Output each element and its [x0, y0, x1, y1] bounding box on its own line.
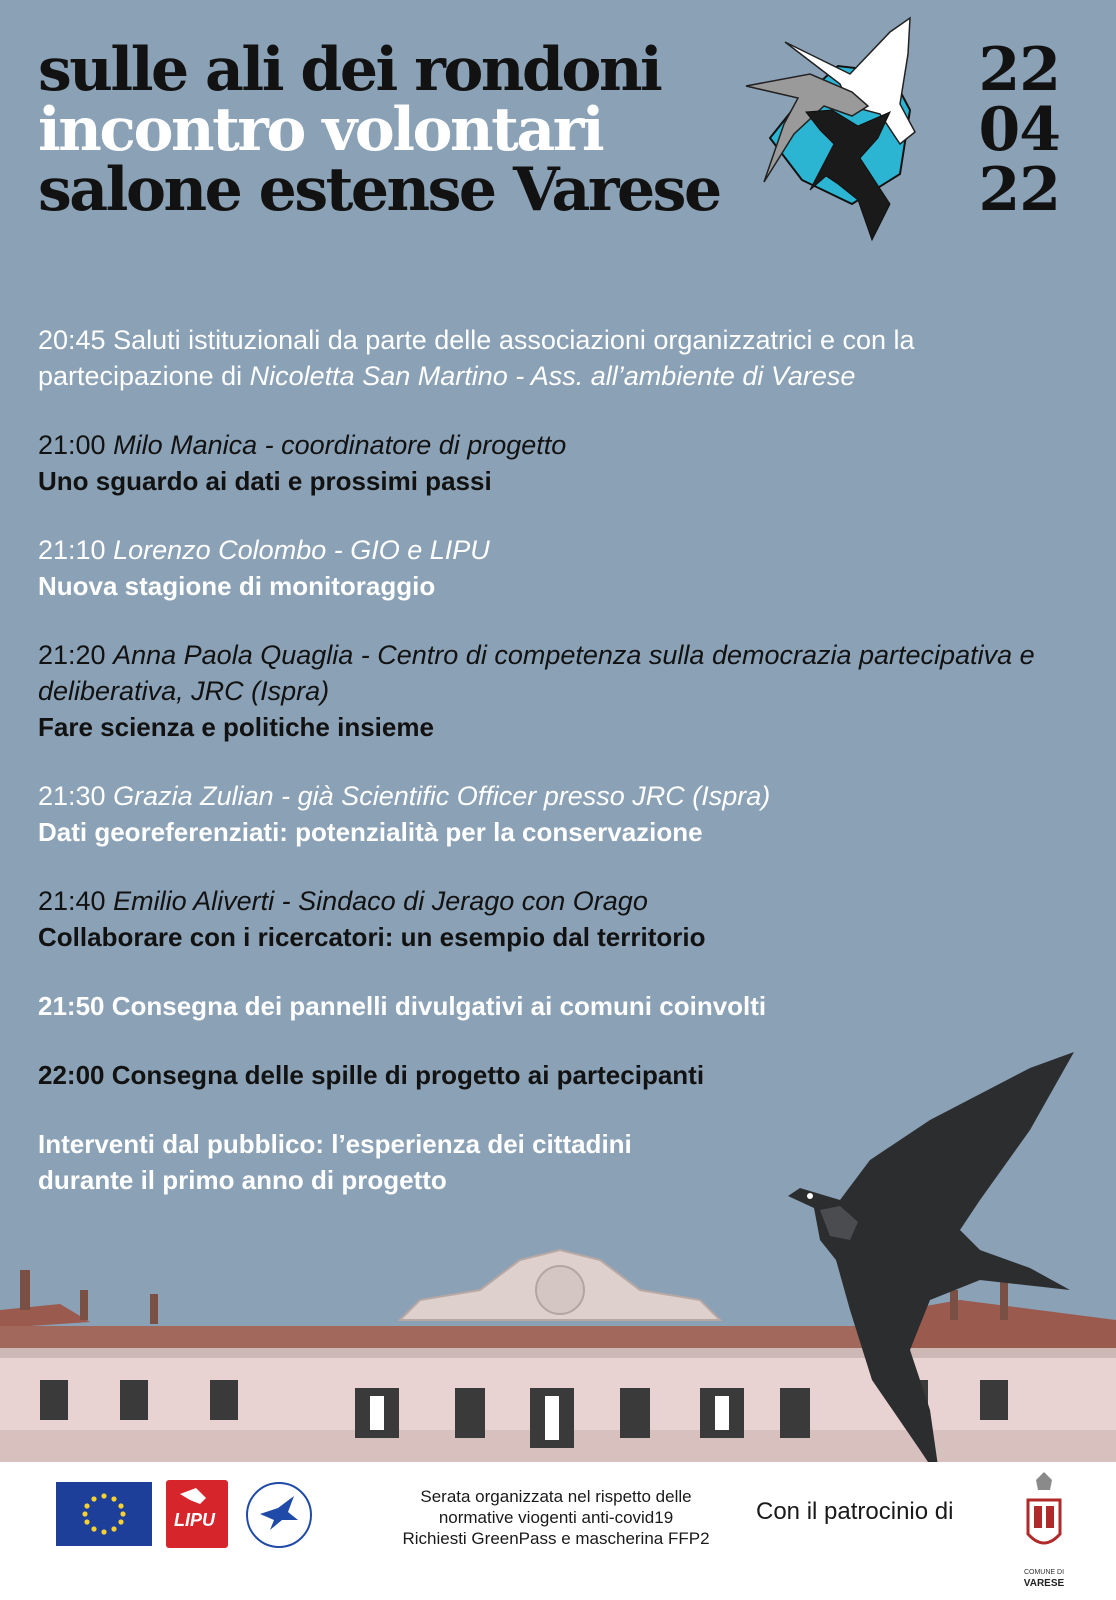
crest-text-2: VARESE: [1023, 1578, 1065, 1589]
program-item-2045: [38, 322, 1078, 394]
item-speaker: Nicoletta San Martino - Ass. all’ambiente di Varese: [249, 361, 856, 391]
program-item-2200: 22:00 Consegna delle spille di progetto ai partecipanti: [38, 1060, 705, 1090]
footer: [0, 1462, 1116, 1600]
program-item-2130: [38, 778, 1078, 850]
item-text: Saluti istituzionali da parte delle associazioni organizzatrici e con la partecipazione di: [38, 325, 915, 391]
swifts-logo-icon: [740, 14, 950, 246]
item-speaker: Grazia Zulian - già Scientific Officer presso JRC (Ispra): [113, 781, 771, 811]
item-speaker: Milo Manica - coordinatore di progetto: [113, 430, 567, 460]
item-time: 21:20: [38, 640, 106, 670]
item-time: 21:30: [38, 781, 106, 811]
item-time: 21:00: [38, 430, 106, 460]
title-line-1: sulle ali dei rondoni: [38, 35, 661, 105]
lipu-logo: [166, 1480, 228, 1548]
item-topic: Nuova stagione di monitoraggio: [38, 571, 436, 601]
varese-crest-icon: [1016, 1470, 1072, 1594]
eu-flag-logo: [56, 1482, 152, 1546]
patrocinio-label: Con il patrocinio di: [756, 1498, 954, 1525]
item-speaker: Anna Paola Quaglia - Centro di competenza sulla democrazia partecipativa e deliberativa, JRC (Ispra): [38, 640, 1035, 706]
lipu-logo-text: LIPU: [174, 1510, 216, 1530]
item-speaker: Lorenzo Colombo - GIO e LIPU: [113, 535, 490, 565]
item-topic: Dati georeferenziati: potenzialità per la conservazione: [38, 817, 703, 847]
program-item-2150: 21:50 Consegna dei pannelli divulgativi ai comuni coinvolti: [38, 991, 767, 1021]
title-line-3: salone estense Varese: [38, 155, 720, 225]
program-item-2110: [38, 532, 1078, 604]
item-topic: Collaborare con i ricercatori: un esempio dal territorio: [38, 922, 706, 952]
item-time: 20:45: [38, 325, 106, 355]
swift-bird-illustration: [780, 1050, 1116, 1490]
notice-line-2: normative viogenti anti-covid19: [438, 1508, 674, 1527]
date-month: 04: [978, 95, 1060, 165]
title-block: [38, 35, 738, 225]
program-item-2120: [38, 637, 1078, 745]
covid-notice: [356, 1486, 756, 1549]
interventi-line-2: durante il primo anno di progetto: [38, 1165, 447, 1195]
gio-logo: [246, 1482, 312, 1548]
item-speaker: Emilio Aliverti - Sindaco di Jerago con Orago: [113, 886, 648, 916]
title-line-2: incontro volontari: [38, 95, 603, 165]
interventi-line-1: Interventi dal pubblico: l’esperienza dei cittadini: [38, 1129, 632, 1159]
program-item-2140: [38, 883, 1078, 955]
program-item-2100: [38, 427, 1078, 499]
item-topic: Fare scienza e politiche insieme: [38, 712, 434, 742]
item-time: 21:10: [38, 535, 106, 565]
item-time: 21:40: [38, 886, 106, 916]
crest-text-1: COMUNE DI: [1023, 1569, 1065, 1576]
event-date: [978, 35, 1061, 225]
date-year: 22: [978, 155, 1060, 225]
item-topic: Uno sguardo ai dati e prossimi passi: [38, 466, 492, 496]
notice-line-3: Richiesti GreenPass e mascherina FFP2: [402, 1529, 710, 1548]
notice-line-1: Serata organizzata nel rispetto delle: [420, 1487, 692, 1506]
date-day: 22: [978, 35, 1060, 105]
